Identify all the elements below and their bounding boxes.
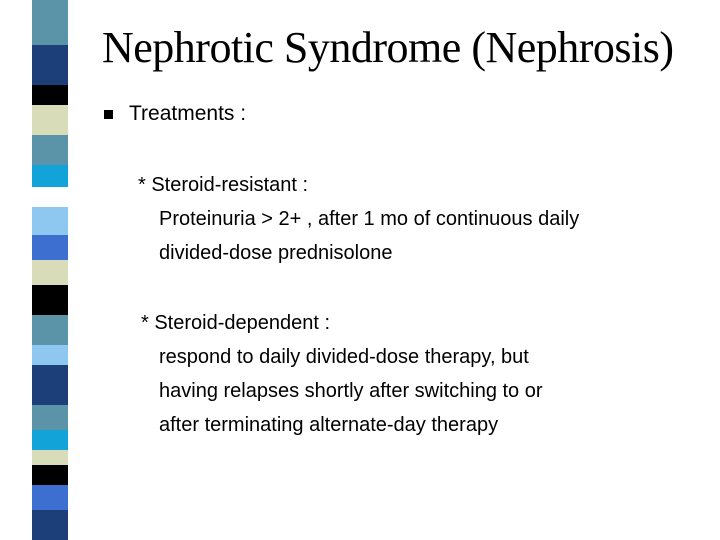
square-bullet-icon xyxy=(104,110,113,119)
stripe-segment xyxy=(32,45,68,85)
stripe-segment xyxy=(32,165,68,187)
steroid-resistant-line-1: Proteinuria > 2+ , after 1 mo of continuous daily xyxy=(159,208,580,230)
stripe-segment xyxy=(32,207,68,235)
stripe-segment xyxy=(32,315,68,345)
stripe-segment xyxy=(32,85,68,105)
stripe-segment xyxy=(32,345,68,365)
stripe-segment xyxy=(32,510,68,540)
decorative-stripe xyxy=(32,0,68,540)
stripe-segment xyxy=(32,365,68,405)
steroid-resistant-heading: * Steroid-resistant : xyxy=(138,174,309,196)
stripe-segment xyxy=(32,450,68,465)
steroid-dependent-line-2: having relapses shortly after switching to or xyxy=(159,380,543,402)
bullet-treatments: Treatments : xyxy=(129,102,247,125)
stripe-segment xyxy=(32,260,68,285)
stripe-segment xyxy=(32,187,68,207)
stripe-segment xyxy=(32,485,68,510)
stripe-segment xyxy=(32,235,68,260)
steroid-dependent-line-3: after terminating alternate-day therapy xyxy=(159,414,499,436)
stripe-segment xyxy=(32,405,68,430)
steroid-dependent-heading: * Steroid-dependent : xyxy=(141,312,331,334)
stripe-segment xyxy=(32,465,68,485)
steroid-dependent-line-1: respond to daily divided-dose therapy, but xyxy=(159,346,529,368)
steroid-resistant-line-2: divided-dose prednisolone xyxy=(159,242,393,264)
stripe-segment xyxy=(32,285,68,315)
stripe-segment xyxy=(32,105,68,135)
stripe-segment xyxy=(32,430,68,450)
slide-title: Nephrotic Syndrome (Nephrosis) xyxy=(102,23,674,72)
stripe-segment xyxy=(32,0,68,45)
stripe-segment xyxy=(32,135,68,165)
